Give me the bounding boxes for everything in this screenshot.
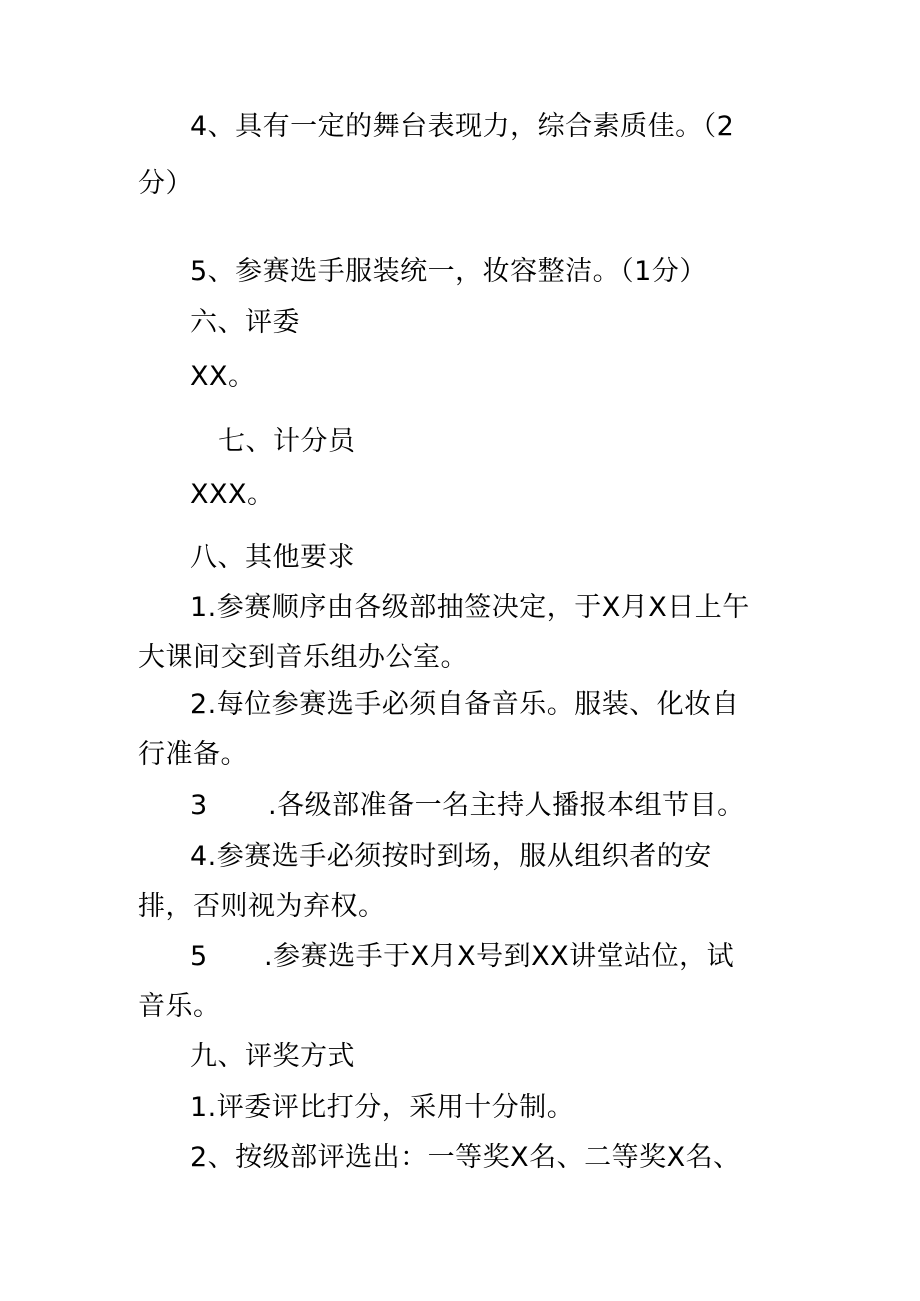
criterion-4-line1: 4、具有一定的舞台表现力，综合素质佳。（2 — [190, 111, 735, 142]
award-rule-1: 1.评委评比打分，采用十分制。 — [190, 1092, 575, 1123]
requirement-1-line1: 1.参赛顺序由各级部抽签决定，于X月X日上午 — [190, 592, 750, 623]
section-award-method-heading: 九、评奖方式 — [190, 1041, 355, 1072]
judges-name: XX。 — [190, 361, 256, 392]
award-rule-2: 2、按级部评选出：一等奖X名、二等奖X名、 — [190, 1142, 741, 1173]
criterion-5: 5、参赛选手服装统一，妆容整洁。（1分） — [190, 256, 707, 287]
requirement-4-line2: 排，否则视为弃权。 — [138, 891, 386, 922]
scorer-name: XXX。 — [190, 479, 275, 510]
section-judges-heading: 六、评委 — [190, 307, 300, 338]
criterion-4-line2: 分） — [138, 168, 193, 199]
requirement-5-line2: 音乐。 — [138, 991, 221, 1022]
requirement-4-line1: 4.参赛选手必须按时到场，服从组织者的安 — [190, 841, 712, 872]
requirement-3-number: 3 — [190, 790, 208, 821]
requirement-5-text: .参赛选手于X月X号到XX讲堂站位，试 — [264, 941, 735, 972]
requirement-3-text: .各级部准备一名主持人播报本组节目。 — [268, 790, 745, 821]
requirement-5-number: 5 — [190, 941, 208, 972]
requirement-1-line2: 大课间交到音乐组办公室。 — [138, 642, 468, 673]
requirement-2-line1: 2.每位参赛选手必须自备音乐。服装、化妆自 — [190, 689, 740, 720]
section-other-requirements-heading: 八、其他要求 — [190, 542, 355, 573]
requirement-2-line2: 行准备。 — [138, 739, 248, 770]
section-scorer-heading: 七、计分员 — [218, 426, 356, 457]
